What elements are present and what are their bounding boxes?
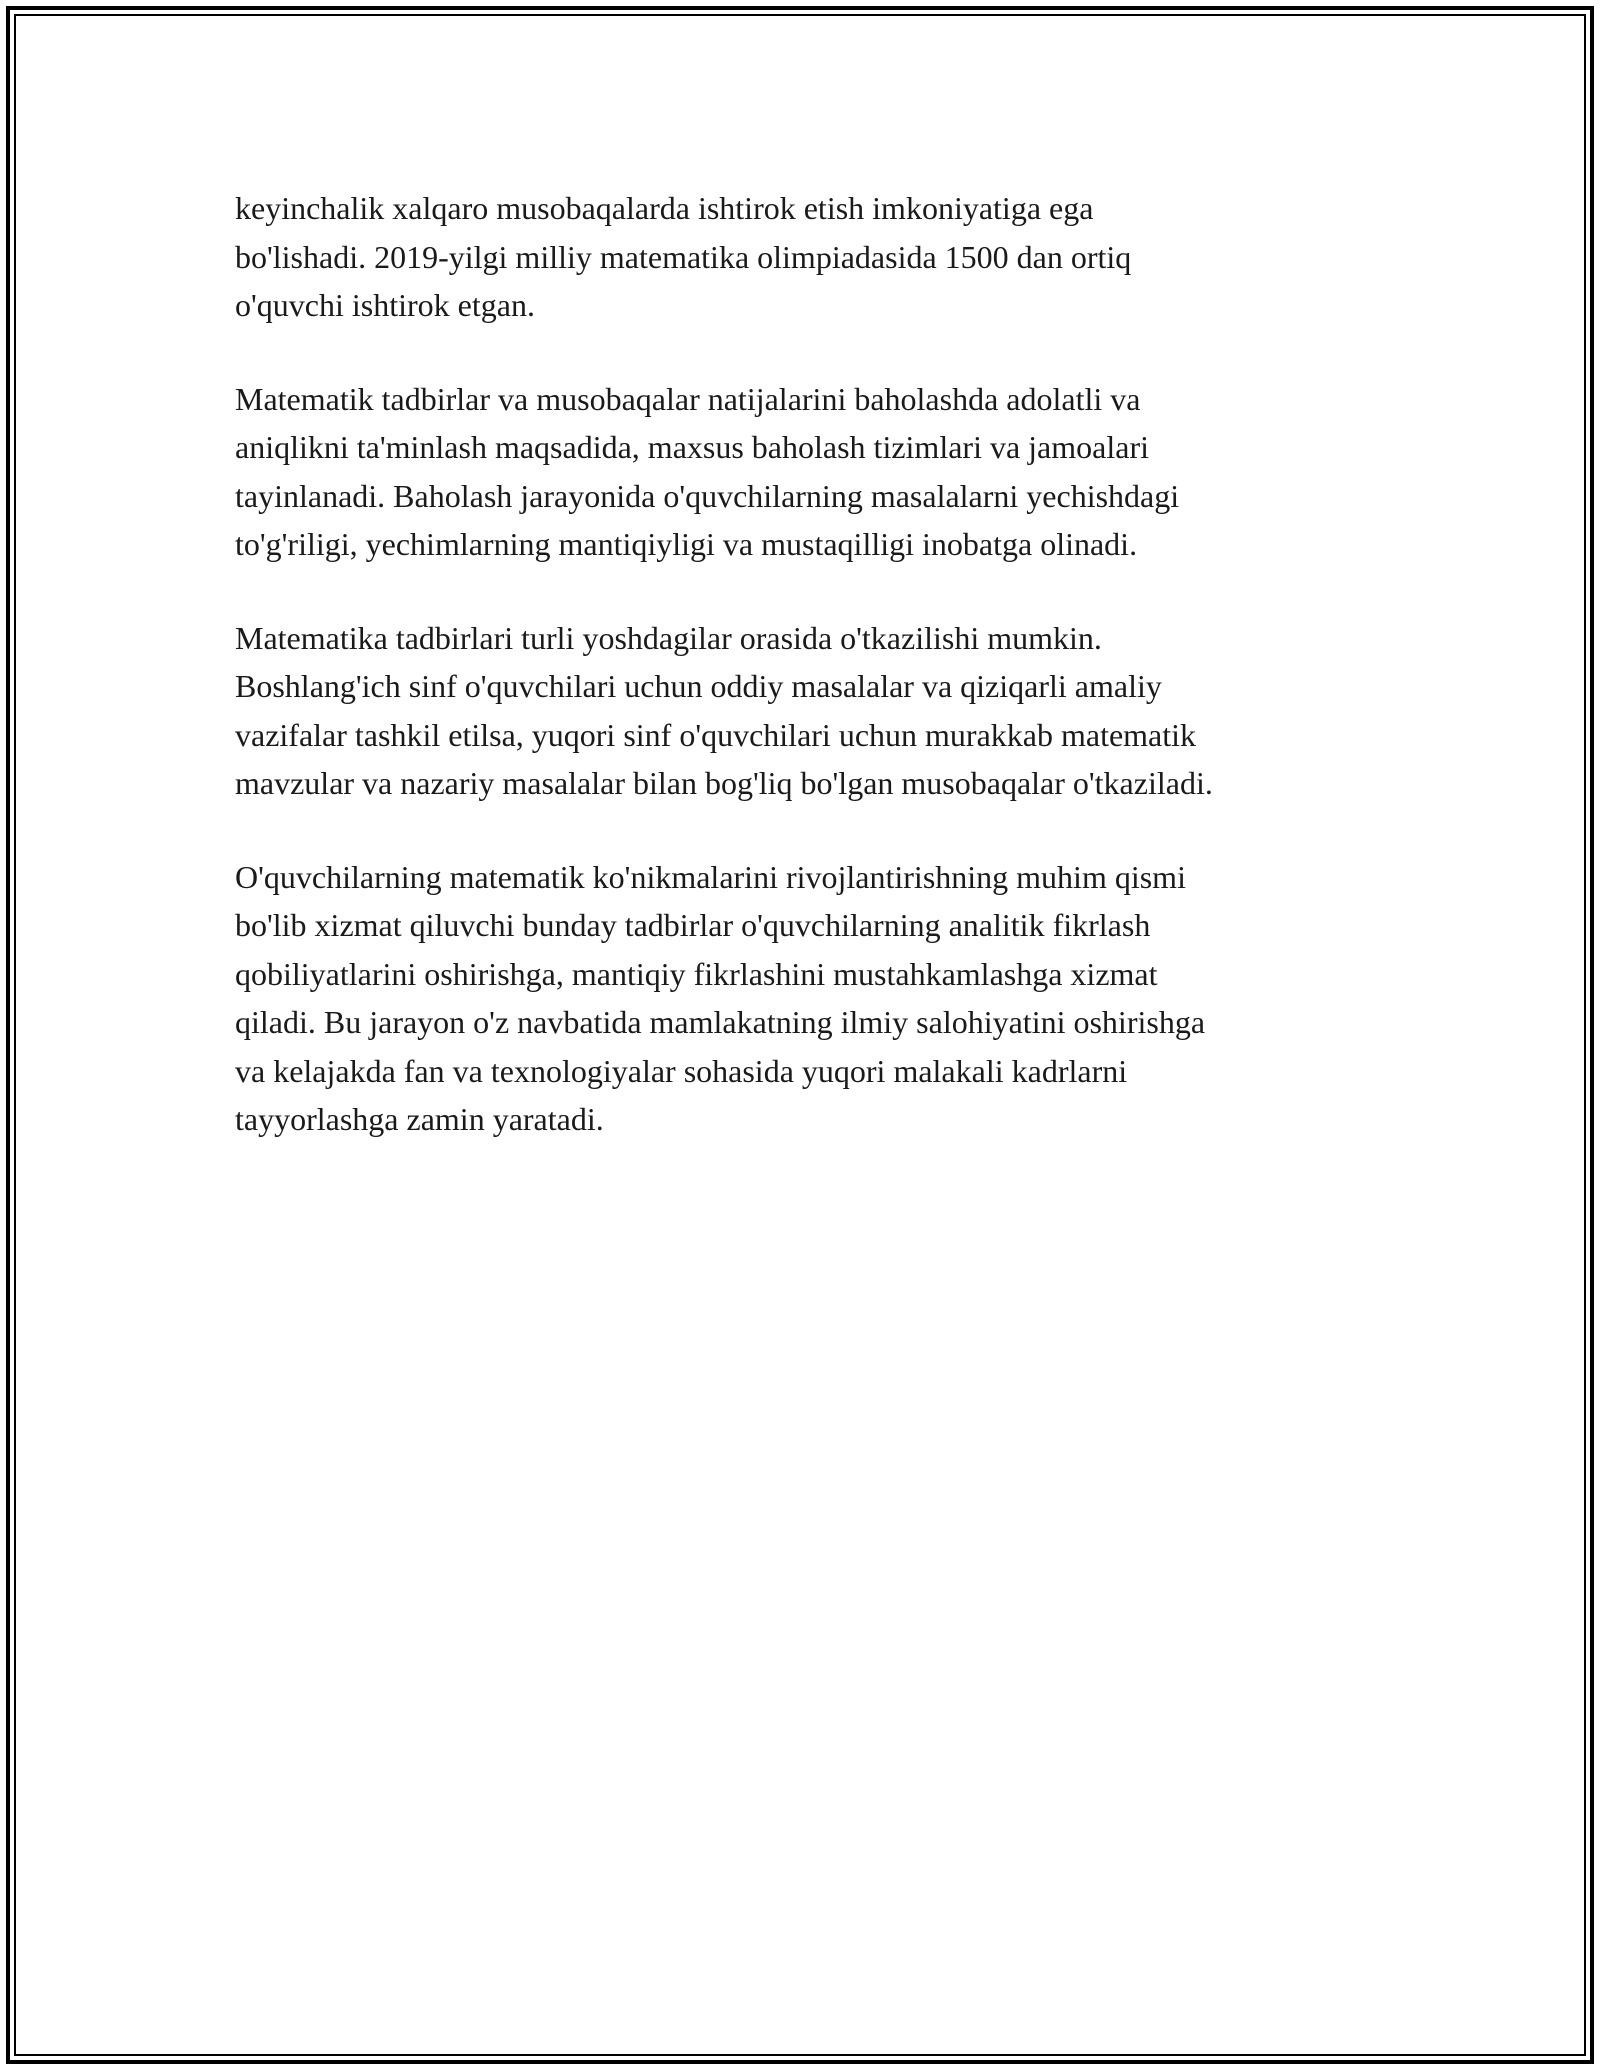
text-line: Matematik tadbirlar va musobaqalar natijalarini baholashda adolatli va xyxy=(235,380,1141,417)
text-line: mavzular va nazariy masalalar bilan bog'liq bo'lgan musobaqalar o'tkaziladi. xyxy=(235,765,1213,801)
text-line: tayinlanadi. Baholash jarayonida o'quvchilarning masalalarni yechishdagi xyxy=(235,477,1180,514)
text-line: bo'lishadi. 2019-yilgi milliy matematika olimpiadasida 1500 dan ortiq xyxy=(235,238,1132,275)
text-line: to'g'riligi, yechimlarning mantiqiyligi va mustaqilligi inobatga olinadi. xyxy=(235,526,1138,562)
text-line: qobiliyatlarini oshirishga, mantiqiy fikrlashini mustahkamlashga xizmat xyxy=(235,955,1158,992)
text-line: O'quvchilarning matematik ko'nikmalarini rivojlantirishning muhim qismi xyxy=(235,858,1186,895)
text-line: aniqlikni ta'minlash maqsadida, maxsus baholash tizimlari va jamoalari xyxy=(235,429,1149,465)
text-line: va kelajakda fan va texnologiyalar sohasida yuqori malakali kadrlarni xyxy=(235,1052,1128,1089)
text-line: keyinchalik xalqaro musobaqalarda ishtirok etish imkoniyatiga ega xyxy=(235,190,1094,226)
paragraph-3 xyxy=(235,614,1375,808)
text-line: bo'lib xizmat qiluvchi bunday tadbirlar o'quvchilarning analitik fikrlash xyxy=(235,907,1151,943)
document-body xyxy=(235,184,1375,1144)
text-line: tayyorlashga zamin yaratadi. xyxy=(235,1101,604,1137)
text-line: Matematika tadbirlari turli yoshdagilar orasida o'tkazilishi mumkin. xyxy=(235,619,1102,656)
paragraph-4 xyxy=(235,853,1375,1144)
paragraph-1 xyxy=(235,184,1375,330)
text-line: o'quvchi ishtirok etgan. xyxy=(235,287,535,323)
text-line: qiladi. Bu jarayon o'z navbatida mamlakatning ilmiy salohiyatini oshirishga xyxy=(235,1004,1206,1040)
text-line: Boshlang'ich sinf o'quvchilari uchun oddiy masalalar va qiziqarli amaliy xyxy=(235,668,1162,704)
paragraph-2 xyxy=(235,375,1375,569)
text-line: vazifalar tashkil etilsa, yuqori sinf o'quvchilari uchun murakkab matematik xyxy=(235,716,1197,753)
